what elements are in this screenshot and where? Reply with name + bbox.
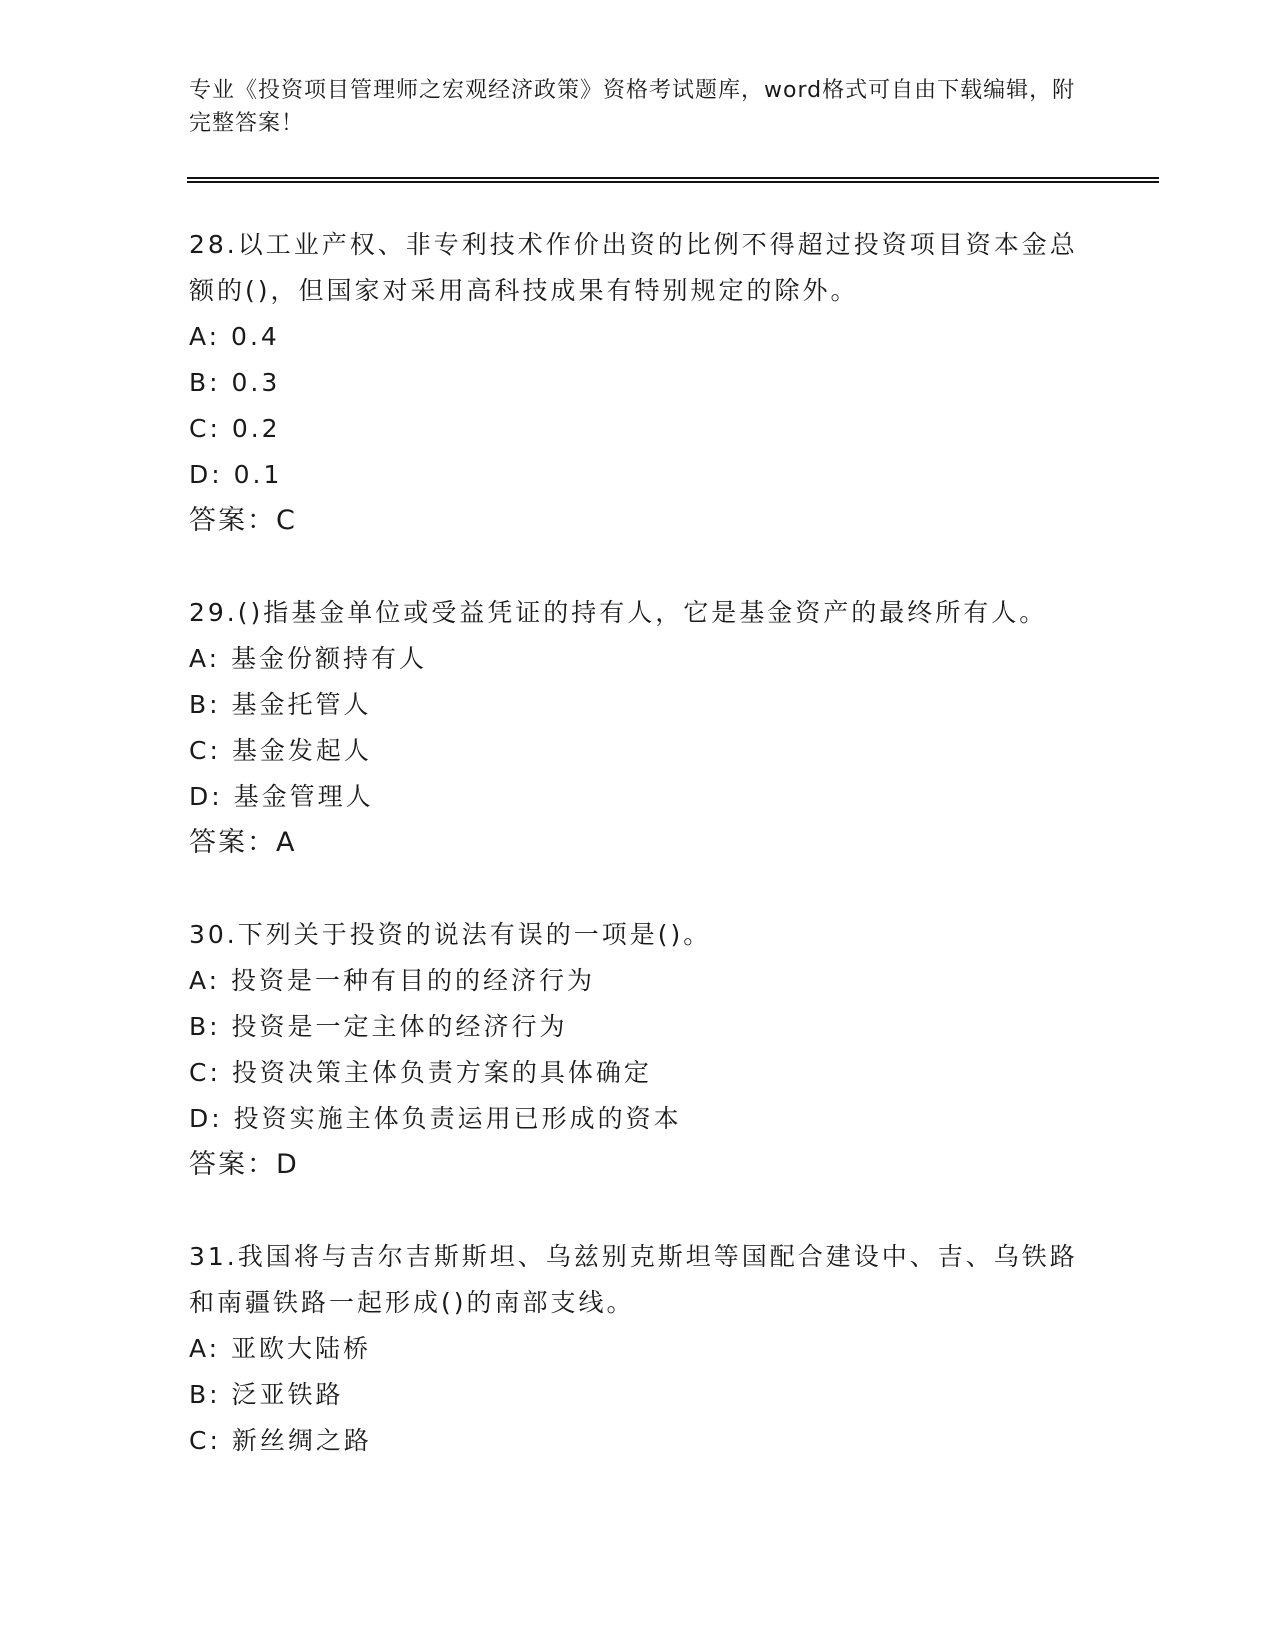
option-d: D: 基金管理人: [189, 782, 374, 811]
question-stem: 30.下列关于投资的说法有误的一项是()。: [189, 920, 712, 949]
question-31: [189, 1234, 1089, 1464]
option-a: A: 亚欧大陆桥: [189, 1334, 372, 1363]
answer-line: 答案：A: [189, 827, 297, 858]
option-b: B: 0.3: [189, 368, 281, 397]
question-30: [189, 912, 1089, 1188]
question-29: [189, 590, 1089, 866]
answer-line: 答案：D: [189, 1149, 299, 1180]
question-stem: 28.以工业产权、非专利技术作价出资的比例不得超过投资项目资本金总额的()，但国家对采用高科技成果有特别规定的除外。: [189, 230, 1078, 305]
question-28: [189, 222, 1089, 544]
option-b: B: 泛亚铁路: [189, 1380, 344, 1409]
option-d: D: 0.1: [189, 460, 283, 489]
option-c: C: 0.2: [189, 414, 281, 443]
option-a: A: 0.4: [189, 322, 280, 351]
option-a: A: 投资是一种有目的的经济行为: [189, 966, 596, 995]
option-c: C: 新丝绸之路: [189, 1426, 372, 1455]
option-c: C: 基金发起人: [189, 736, 372, 765]
option-b: B: 投资是一定主体的经济行为: [189, 1012, 568, 1041]
question-stem: 31.我国将与吉尔吉斯斯坦、乌兹别克斯坦等国配合建设中、吉、乌铁路和南疆铁路一起形成()的南部支线。: [189, 1242, 1078, 1317]
option-b: B: 基金托管人: [189, 690, 372, 719]
question-stem: 29.()指基金单位或受益凭证的持有人，它是基金资产的最终所有人。: [189, 598, 1048, 627]
option-a: A: 基金份额持有人: [189, 644, 428, 673]
option-c: C: 投资决策主体负责方案的具体确定: [189, 1058, 652, 1087]
header-divider: [187, 177, 1159, 183]
answer-line: 答案：C: [189, 505, 297, 536]
option-d: D: 投资实施主体负责运用已形成的资本: [189, 1104, 682, 1133]
document-intro: 专业《投资项目管理师之宏观经济政策》资格考试题库，word格式可自由下载编辑，附完整答案！: [189, 78, 1076, 136]
